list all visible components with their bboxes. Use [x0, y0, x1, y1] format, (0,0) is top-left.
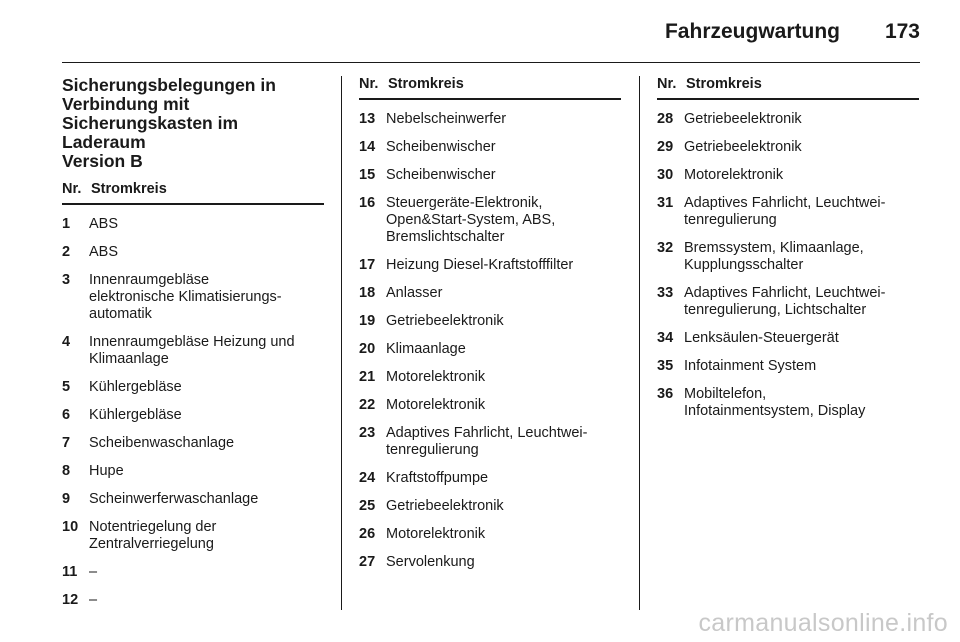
fuse-circuit-line: Notentriegelung der: [89, 519, 217, 535]
fuse-number: 8: [62, 463, 71, 479]
fuse-circuit: [684, 240, 919, 274]
fuse-row: [359, 257, 621, 274]
fuse-row: [359, 425, 621, 459]
fuse-circuit-line: tenregulierung, Lichtschalter: [684, 302, 867, 318]
fuse-circuit-line: Getriebeelektronik: [684, 139, 802, 155]
fuse-circuit-line: Infotainment System: [684, 358, 817, 374]
fuse-circuit: [684, 358, 919, 375]
fuse-row: [657, 139, 919, 156]
fuse-circuit-line: Getriebeelektronik: [386, 313, 504, 329]
fuse-circuit-line: Klimaanlage: [89, 351, 169, 367]
fuse-circuit: [89, 519, 324, 553]
fuse-circuit-line: Scheibenwischer: [386, 167, 496, 183]
fuse-circuit: [386, 257, 621, 274]
fuse-row: [657, 386, 919, 420]
fuse-circuit-line: Open&Start-System, ABS,: [386, 212, 556, 228]
fuse-circuit-line: Kraftstoffpumpe: [386, 470, 489, 486]
fuse-circuit-line: Anlasser: [386, 285, 443, 301]
fuse-number: 3: [62, 272, 71, 288]
fuse-circuit: [684, 195, 919, 229]
fuse-number: 7: [62, 435, 71, 451]
fuse-number: 24: [359, 470, 376, 486]
fuse-circuit-line: Innenraumgebläse Heizung und: [89, 334, 295, 350]
fuse-circuit: [386, 498, 621, 515]
fuse-number: 10: [62, 519, 79, 535]
fuse-number: 20: [359, 341, 376, 357]
fuse-circuit-line: Getriebeelektronik: [684, 111, 802, 127]
fuse-row: [657, 167, 919, 184]
fuse-circuit-line: tenregulierung: [684, 212, 777, 228]
section-title-line: Version B: [62, 151, 143, 171]
fuse-row: [62, 592, 324, 609]
fuse-circuit-line: tenregulierung: [386, 442, 479, 458]
fuse-number: 16: [359, 195, 376, 211]
fuse-number: 4: [62, 334, 71, 350]
fuse-number: 1: [62, 216, 71, 232]
fuse-circuit-line: Kühlergebläse: [89, 379, 182, 395]
column-2: [359, 76, 621, 582]
fuse-row: [62, 463, 324, 480]
fuse-row: [657, 285, 919, 319]
fuse-row: [359, 139, 621, 156]
fuse-number: 11: [62, 564, 78, 580]
fuse-row: [657, 240, 919, 274]
fuse-circuit-line: Kupplungsschalter: [684, 257, 804, 273]
column-divider: [341, 76, 342, 610]
fuse-row: [359, 313, 621, 330]
fuse-number: 25: [359, 498, 376, 514]
page-header: [62, 18, 920, 63]
fuse-circuit-line: ABS: [89, 244, 119, 260]
fuse-circuit-line: –: [89, 564, 98, 580]
fuse-circuit: [386, 341, 621, 358]
fuse-circuit-line: Innenraumgebläse: [89, 272, 210, 288]
fuse-circuit-line: Servolenkung: [386, 554, 475, 570]
fuse-row: [359, 554, 621, 571]
fuse-row: [62, 491, 324, 508]
fuse-number: 26: [359, 526, 376, 542]
fuse-row: [62, 334, 324, 368]
fuse-circuit: [89, 435, 324, 452]
fuse-number: 17: [359, 257, 376, 273]
fuse-circuit: [89, 216, 324, 233]
fuse-row: [359, 111, 621, 128]
fuse-row: [359, 498, 621, 515]
fuse-circuit: [89, 244, 324, 261]
fuse-circuit: [386, 397, 621, 414]
fuse-circuit-line: Kühlergebläse: [89, 407, 182, 423]
fuse-number: 13: [359, 111, 376, 127]
fuse-row: [657, 358, 919, 375]
fuse-row: [62, 407, 324, 424]
fuse-circuit: [89, 463, 324, 480]
section-title-line: Sicherungskasten im Laderaum: [62, 113, 239, 152]
fuse-circuit: [89, 407, 324, 424]
fuse-circuit: [386, 313, 621, 330]
fuse-row: [62, 379, 324, 396]
fuse-row: [359, 470, 621, 487]
fuse-number: 34: [657, 330, 674, 346]
fuse-circuit-line: Getriebeelektronik: [386, 498, 504, 514]
fuse-circuit: [89, 592, 324, 609]
fuse-row: [359, 397, 621, 414]
fuse-circuit-line: Nebelscheinwerfer: [386, 111, 507, 127]
page-title: Fahrzeugwartung: [664, 20, 840, 43]
fuse-circuit-line: Zentralverriegelung: [89, 536, 214, 552]
column-1: [62, 76, 324, 620]
fuse-number: 27: [359, 554, 376, 570]
section-title-line: Verbindung mit: [62, 94, 190, 114]
fuse-row: [359, 285, 621, 302]
header-circuit: Stromkreis: [388, 76, 464, 92]
fuse-number: 36: [657, 386, 674, 402]
fuse-row: [657, 330, 919, 347]
fuse-circuit-line: Motorelektronik: [386, 369, 486, 385]
fuse-row: [359, 369, 621, 386]
fuse-circuit-line: –: [89, 592, 98, 608]
fuse-number: 15: [359, 167, 376, 183]
fuse-number: 23: [359, 425, 376, 441]
fuse-number: 30: [657, 167, 674, 183]
fuse-circuit: [386, 425, 621, 459]
fuse-circuit: [386, 526, 621, 543]
fuse-number: 33: [657, 285, 674, 301]
fuse-row: [62, 272, 324, 323]
column-3: [657, 76, 919, 431]
table-header: [657, 76, 919, 100]
fuse-number: 19: [359, 313, 376, 329]
fuse-circuit-line: Klimaanlage: [386, 341, 466, 357]
fuse-circuit-line: Scheibenwaschanlage: [89, 435, 235, 451]
fuse-number: 32: [657, 240, 674, 256]
page-number: 173: [884, 20, 920, 43]
fuse-circuit: [684, 167, 919, 184]
header-circuit: Stromkreis: [91, 181, 167, 197]
fuse-circuit-line: Mobiltelefon,: [684, 386, 767, 402]
fuse-row: [62, 519, 324, 553]
fuse-circuit-line: Infotainmentsystem, Display: [684, 403, 866, 419]
fuse-circuit: [684, 139, 919, 156]
fuse-row: [359, 167, 621, 184]
section-title-line: Sicherungsbelegungen in: [62, 75, 276, 95]
fuse-circuit: [89, 564, 324, 581]
fuse-circuit-line: Adaptives Fahrlicht, Leuchtwei-: [386, 425, 588, 441]
fuse-row: [657, 111, 919, 128]
fuse-list: [657, 111, 919, 420]
column-divider: [639, 76, 640, 610]
fuse-row: [62, 564, 324, 581]
fuse-circuit: [684, 330, 919, 347]
fuse-circuit-line: Bremslichtschalter: [386, 229, 505, 245]
fuse-number: 12: [62, 592, 79, 608]
header-nr: Nr.: [62, 181, 82, 197]
fuse-circuit-line: Motorelektronik: [386, 397, 486, 413]
fuse-circuit-line: elektronische Klimatisierungs-: [89, 289, 282, 305]
fuse-number: 35: [657, 358, 674, 374]
fuse-circuit: [386, 470, 621, 487]
fuse-circuit: [89, 272, 324, 323]
fuse-circuit: [386, 139, 621, 156]
watermark: carmanualsonline.info: [698, 609, 948, 637]
fuse-circuit-line: Adaptives Fahrlicht, Leuchtwei-: [684, 285, 886, 301]
fuse-circuit: [386, 285, 621, 302]
fuse-row: [62, 244, 324, 261]
fuse-number: 5: [62, 379, 71, 395]
fuse-circuit-line: Steuergeräte-Elektronik,: [386, 195, 543, 211]
fuse-circuit: [684, 386, 919, 420]
table-header: [359, 76, 621, 100]
fuse-circuit: [89, 379, 324, 396]
fuse-number: 29: [657, 139, 674, 155]
fuse-circuit: [386, 167, 621, 184]
fuse-circuit-line: Lenksäulen-Steuergerät: [684, 330, 839, 346]
header-nr: Nr.: [657, 76, 677, 92]
fuse-row: [359, 526, 621, 543]
fuse-circuit: [386, 111, 621, 128]
fuse-circuit-line: Heizung Diesel-Kraftstofffilter: [386, 257, 574, 273]
fuse-circuit-line: Motorelektronik: [684, 167, 784, 183]
fuse-list: [62, 216, 324, 609]
header-nr: Nr.: [359, 76, 379, 92]
fuse-circuit: [386, 369, 621, 386]
fuse-circuit: [89, 334, 324, 368]
fuse-row: [657, 195, 919, 229]
fuse-row: [359, 195, 621, 246]
section-title: [62, 76, 324, 171]
fuse-number: 14: [359, 139, 376, 155]
fuse-circuit: [386, 195, 621, 246]
fuse-circuit: [684, 111, 919, 128]
fuse-number: 9: [62, 491, 71, 507]
fuse-row: [359, 341, 621, 358]
fuse-circuit-line: automatik: [89, 306, 152, 322]
fuse-list: [359, 111, 621, 571]
fuse-circuit: [386, 554, 621, 571]
fuse-circuit-line: Scheibenwischer: [386, 139, 496, 155]
table-header: [62, 181, 324, 205]
fuse-number: 22: [359, 397, 376, 413]
fuse-number: 18: [359, 285, 376, 301]
fuse-number: 31: [657, 195, 674, 211]
fuse-circuit-line: Adaptives Fahrlicht, Leuchtwei-: [684, 195, 886, 211]
fuse-circuit-line: Bremssystem, Klimaanlage,: [684, 240, 864, 256]
fuse-circuit: [684, 285, 919, 319]
fuse-number: 6: [62, 407, 71, 423]
fuse-number: 21: [359, 369, 376, 385]
fuse-circuit: [89, 491, 324, 508]
fuse-circuit-line: ABS: [89, 216, 119, 232]
fuse-row: [62, 216, 324, 233]
fuse-row: [62, 435, 324, 452]
fuse-number: 28: [657, 111, 674, 127]
fuse-number: 2: [62, 244, 71, 260]
fuse-circuit-line: Motorelektronik: [386, 526, 486, 542]
header-circuit: Stromkreis: [686, 76, 762, 92]
fuse-circuit-line: Hupe: [89, 463, 124, 479]
fuse-circuit-line: Scheinwerferwaschanlage: [89, 491, 259, 507]
